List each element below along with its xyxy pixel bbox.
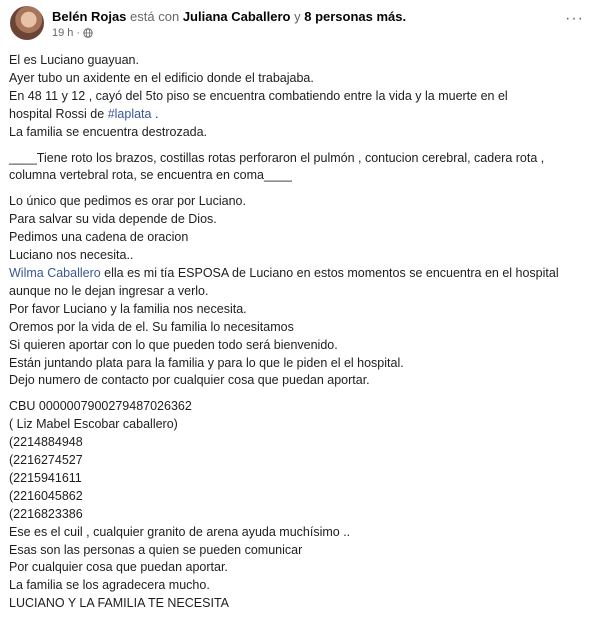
post-line — [9, 106, 593, 124]
post-meta: 19 h · — [52, 27, 93, 39]
post-line: (2216823386 — [9, 506, 83, 521]
author-avatar[interactable] — [10, 6, 44, 40]
post-body — [9, 52, 593, 613]
post-line: LUCIANO Y LA FAMILIA TE NECESITA — [9, 596, 229, 611]
post-line: Luciano nos necesita.. — [9, 248, 134, 263]
post-line: Dejo numero de contacto por cualquier cosa que puedan aportar. — [9, 373, 370, 388]
hashtag-link[interactable]: #laplata — [107, 106, 152, 121]
paragraph-gap — [9, 142, 593, 150]
post-line: columna vertebral rota, se encuentra en coma____ — [9, 168, 292, 183]
post-line: Para salvar su vida depende de Dios. — [9, 212, 217, 227]
post-line: Esas son las personas a quien se pueden comunicar — [9, 542, 303, 557]
post-line: ( Liz Mabel Escobar caballero) — [9, 417, 178, 432]
post-line: (2216274527 — [9, 453, 83, 468]
post-line — [9, 265, 593, 283]
post-line: Están juntando plata para la familia y para lo que le piden el el hospital. — [9, 355, 404, 370]
post-text: hospital Rossi de — [9, 106, 105, 121]
and-text: y — [294, 9, 301, 24]
post-text: . — [154, 106, 159, 121]
mention-link[interactable]: Wilma Caballero — [9, 265, 101, 280]
paragraph-gap — [9, 390, 593, 398]
post-time[interactable]: 19 h — [52, 27, 74, 39]
post-line: Oremos por la vida de el. Su familia lo necesitamos — [9, 319, 294, 334]
post-line: La familia se encuentra destrozada. — [9, 124, 208, 139]
more-options-button[interactable]: ··· — [565, 10, 584, 27]
globe-icon — [83, 28, 93, 38]
post-line: (2216045862 — [9, 488, 83, 503]
post-line: (2215941611 — [9, 470, 82, 485]
with-text: está con — [130, 9, 180, 24]
post-line: La familia se los agradecera mucho. — [9, 578, 210, 593]
post-line: Por favor Luciano y la familia nos necesita. — [9, 301, 247, 316]
post-line: Por cualquier cosa que puedan aportar. — [9, 560, 228, 575]
post-line: aunque no le dejan ingresar a verlo. — [9, 283, 209, 298]
post-line: Pedimos una cadena de oracion — [9, 230, 189, 245]
tagged-person[interactable]: Juliana Caballero — [182, 9, 291, 24]
post-line: (2214884948 — [9, 435, 83, 450]
post-line: En 48 11 y 12 , cayó del 5to piso se encuentra combatiendo entre la vida y la muerte en el — [9, 88, 508, 103]
post-line: Lo único que pedimos es orar por Luciano. — [9, 194, 246, 209]
post-line: Ayer tubo un axidente en el edificio donde el trabajaba. — [9, 70, 314, 85]
others-link[interactable]: 8 personas más. — [304, 9, 407, 24]
paragraph-gap — [9, 185, 593, 193]
post-line: ____Tiene roto los brazos, costillas rotas perforaron el pulmón , contucion cerebral, cadera rota , — [9, 150, 545, 165]
post-line: El es Luciano guayuan. — [9, 53, 139, 67]
post-text: ella es mi tía ESPOSA de Luciano en estos momentos se encuentra en el hospital — [100, 265, 559, 280]
post-line: CBU 0000007900279487026362 — [9, 399, 192, 414]
author-name[interactable]: Belén Rojas — [52, 9, 127, 24]
post-line: Ese es el cuil , cualquier granito de arena ayuda muchísimo .. — [9, 524, 351, 539]
post-header — [52, 9, 406, 24]
post-line: Si quieren aportar con lo que pueden todo será bienvenido. — [9, 337, 338, 352]
